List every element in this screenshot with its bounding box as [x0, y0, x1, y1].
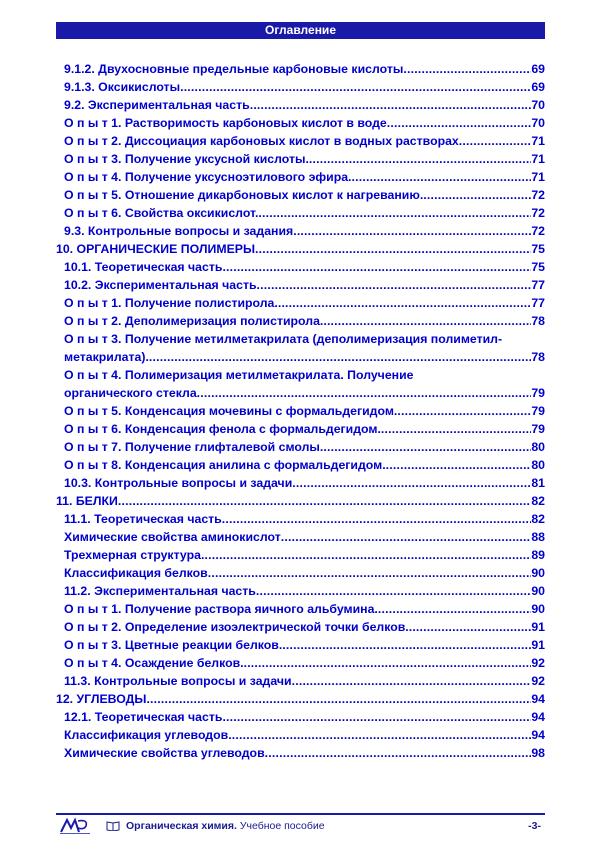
toc-leader-dots: [265, 744, 532, 762]
toc-entry-text: 9.3. Контрольные вопросы и задания: [64, 224, 294, 238]
toc-leader-dots: [180, 78, 531, 96]
toc-leader-dots: [459, 132, 532, 150]
toc-entry-text: О п ы т 2. Диссоциация карбоновых кислот в водных растворах: [64, 134, 459, 148]
toc-leader-dots: [292, 474, 531, 492]
toc-page-number: 70: [531, 98, 545, 112]
toc-leader-dots: [378, 600, 531, 618]
toc-page-number: 80: [531, 440, 545, 454]
toc-entry[interactable]: [56, 636, 545, 654]
toc-leader-dots: [292, 672, 532, 690]
toc-entry[interactable]: [56, 492, 545, 510]
toc-entry[interactable]: [56, 60, 545, 78]
toc-entry[interactable]: [56, 510, 545, 528]
toc-entry[interactable]: [56, 600, 545, 618]
toc-leader-dots: [278, 294, 531, 312]
toc-entry[interactable]: [56, 366, 545, 402]
toc-entry[interactable]: [56, 312, 545, 330]
toc-leader-dots: [222, 258, 531, 276]
toc-leader-dots: [323, 312, 531, 330]
toc-entry-text: 12. УГЛЕВОДЫ: [56, 692, 147, 706]
toc-leader-dots: [386, 456, 532, 474]
toc-leader-dots: [351, 168, 531, 186]
toc-entry-text: Трехмерная структура: [64, 548, 201, 562]
toc-entry-text: 11.1. Теоретическая часть: [64, 512, 222, 526]
page-header-bar: [56, 22, 545, 39]
toc-entry[interactable]: [56, 528, 545, 546]
toc-page-number: 82: [531, 494, 545, 508]
toc-leader-dots: [403, 60, 531, 78]
toc-page-number: 94: [531, 728, 545, 742]
toc-entry-text: 10. ОРГАНИЧЕСКИЕ ПОЛИМЕРЫ: [56, 242, 256, 256]
toc-page-number: 89: [531, 548, 545, 562]
toc-leader-dots: [250, 96, 532, 114]
toc-entry-text: 11.2. Экспериментальная часть: [64, 584, 256, 598]
toc-entry[interactable]: [56, 114, 545, 132]
toc-leader-dots: [282, 636, 531, 654]
toc-leader-dots: [293, 222, 531, 240]
toc-entry[interactable]: [56, 168, 545, 186]
toc-entry-text: 11. БЕЛКИ: [56, 494, 118, 508]
toc-page-number: 72: [531, 206, 545, 220]
toc-entry-text: Классификация углеводов: [64, 728, 229, 742]
toc-entry[interactable]: [56, 708, 545, 726]
toc-page-number: 77: [531, 278, 545, 292]
toc-leader-dots: [381, 420, 531, 438]
toc-entry-text: О п ы т 6. Конденсация фенола с формальдегидом.: [64, 422, 381, 436]
toc-leader-dots: [255, 240, 531, 258]
toc-page-number: 78: [531, 350, 545, 364]
toc-page-number: 72: [531, 224, 545, 238]
toc-leader-dots: [201, 546, 531, 564]
toc-page-number: 90: [531, 584, 545, 598]
toc-page-number: 75: [531, 242, 545, 256]
toc-leader-dots: [146, 690, 531, 708]
toc-entry[interactable]: [56, 330, 545, 366]
publisher-logo-icon: [58, 817, 92, 835]
toc-leader-dots: [222, 510, 532, 528]
toc-page-number: 91: [531, 638, 545, 652]
toc-leader-dots: [323, 438, 531, 456]
toc-entry-text: О п ы т 6. Свойства оксикислот.: [64, 206, 259, 220]
toc-leader-dots: [281, 528, 532, 546]
toc-entry[interactable]: [56, 240, 545, 258]
toc-entry-text-continued: органического стекла: [64, 386, 197, 400]
book-icon: [106, 820, 120, 831]
toc-leader-dots: [149, 348, 531, 366]
toc-entry-text: 11.3. Контрольные вопросы и задачи: [64, 674, 292, 688]
toc-entry-text: О п ы т 4. Получение уксусноэтилового эфира.: [64, 170, 352, 184]
page-number: -3-: [528, 820, 541, 832]
toc-entry[interactable]: [56, 564, 545, 582]
toc-leader-dots: [118, 492, 531, 510]
toc-entry[interactable]: [56, 132, 545, 150]
toc-page-number: 77: [531, 296, 545, 310]
footer-divider: [56, 813, 545, 815]
toc-page-number: 71: [531, 152, 545, 166]
toc-entry-text: 10.3. Контрольные вопросы и задачи: [64, 476, 293, 490]
toc-page-number: 69: [531, 62, 545, 76]
toc-entry-text: О п ы т 1. Растворимость карбоновых кислот в воде: [64, 116, 387, 130]
toc-leader-dots: [222, 708, 531, 726]
toc-entry[interactable]: [56, 96, 545, 114]
toc-entry-text: О п ы т 1. Получение полистирола.: [64, 296, 278, 310]
toc-entry[interactable]: [56, 222, 545, 240]
toc-page-number: 75: [531, 260, 545, 274]
toc-leader-dots: [309, 150, 531, 168]
toc-entry[interactable]: [56, 204, 545, 222]
toc-page-number: 90: [531, 602, 545, 616]
toc-page-number: 80: [531, 458, 545, 472]
toc-entry-text: О п ы т 5. Конденсация мочевины с формальдегидом.: [64, 404, 398, 418]
toc-entry-text: О п ы т 3. Цветные реакции белков.: [64, 638, 283, 652]
toc-entry[interactable]: [56, 582, 545, 600]
toc-entry-text: О п ы т 5. Отношение дикарбоновых кислот к нагреванию.: [64, 188, 424, 202]
toc-leader-dots: [387, 114, 532, 132]
toc-page-number: 90: [531, 566, 545, 580]
toc-entry[interactable]: [56, 276, 545, 294]
toc-leader-dots: [258, 204, 531, 222]
toc-page-number: 79: [531, 422, 545, 436]
toc-entry[interactable]: [56, 672, 545, 690]
toc-entry[interactable]: [56, 690, 545, 708]
toc-entry[interactable]: [56, 420, 545, 438]
toc-page-number: 92: [531, 674, 545, 688]
toc-entry-text: Классификация белков: [64, 566, 208, 580]
toc-leader-dots: [409, 618, 532, 636]
toc-entry[interactable]: [56, 294, 545, 312]
toc-page-number: 92: [531, 656, 545, 670]
toc-entry-text-continued: метакрилата).: [64, 350, 149, 364]
toc-page-number: 79: [531, 404, 545, 418]
toc-entry[interactable]: [56, 546, 545, 564]
toc-entry-text: 9.1.3. Оксикислоты: [64, 80, 181, 94]
toc-entry-text: 12.1. Теоретическая часть: [64, 710, 223, 724]
toc-page-number: 82: [531, 512, 545, 526]
toc-page-number: 88: [531, 530, 545, 544]
toc-leader-dots: [397, 402, 531, 420]
toc-entry[interactable]: [56, 726, 545, 744]
toc-leader-dots: [197, 384, 532, 402]
toc-entry[interactable]: [56, 186, 545, 204]
toc-entry-text: О п ы т 4. Полимеризация метилметакрилата. Получение: [64, 368, 414, 382]
toc-entry-text: Химические свойства аминокислот: [64, 530, 281, 544]
toc-entry[interactable]: [56, 78, 545, 96]
toc-page-number: 78: [531, 314, 545, 328]
header-title: Оглавление: [265, 23, 336, 37]
toc-entry-text: О п ы т 1. Получение раствора яичного альбумина.: [64, 602, 378, 616]
toc-entry-text: О п ы т 8. Конденсация анилина с формальдегидом.: [64, 458, 386, 472]
toc-entry-text: 10.2. Экспериментальная часть: [64, 278, 257, 292]
toc-entry-text: Химические свойства углеводов: [64, 746, 265, 760]
toc-entry-text: 9.2. Экспериментальная часть: [64, 98, 250, 112]
toc-leader-dots: [228, 726, 531, 744]
toc-page-number: 98: [531, 746, 545, 760]
toc-entry-text: О п ы т 2. Деполимеризация полистирола.: [64, 314, 324, 328]
toc-entry-text: О п ы т 3. Получение уксусной кислоты.: [64, 152, 309, 166]
toc-entry-text: О п ы т 2. Определение изоэлектрической точки белков.: [64, 620, 409, 634]
toc-page-number: 91: [531, 620, 545, 634]
toc-leader-dots: [423, 186, 531, 204]
toc-entry-text: О п ы т 4. Осаждение белков.: [64, 656, 244, 670]
toc-page-number: 69: [531, 80, 545, 94]
toc-entry[interactable]: [56, 474, 545, 492]
toc-page-number: 94: [531, 710, 545, 724]
toc-leader-dots: [257, 276, 532, 294]
toc-page-number: 71: [531, 170, 545, 184]
toc-entry[interactable]: [56, 456, 545, 474]
toc-entry[interactable]: [56, 402, 545, 420]
footer-book-title: Органическая химия. Учебное пособие: [126, 820, 325, 832]
toc-entry[interactable]: [56, 618, 545, 636]
toc-entry-text: О п ы т 7. Получение глифталевой смолы.: [64, 440, 324, 454]
toc-page-number: 79: [531, 386, 545, 400]
toc-page-number: 81: [531, 476, 545, 490]
toc-entry[interactable]: [56, 150, 545, 168]
page-footer: [56, 817, 545, 837]
toc-entry[interactable]: [56, 744, 545, 762]
toc-entry[interactable]: [56, 438, 545, 456]
toc-entry[interactable]: [56, 654, 545, 672]
toc-leader-dots: [256, 582, 531, 600]
toc-entry-text: 9.1.2. Двухосновные предельные карбоновые кислоты: [64, 62, 404, 76]
toc-entry[interactable]: [56, 258, 545, 276]
toc-page-number: 71: [531, 134, 545, 148]
toc-entry-text: О п ы т 3. Получение метилметакрилата (деполимеризация полиметил-: [64, 332, 503, 346]
table-of-contents: [56, 60, 545, 762]
toc-page-number: 70: [531, 116, 545, 130]
toc-leader-dots: [244, 654, 532, 672]
toc-page-number: 94: [531, 692, 545, 706]
toc-page-number: 72: [531, 188, 545, 202]
toc-entry-text: 10.1. Теоретическая часть: [64, 260, 223, 274]
toc-leader-dots: [208, 564, 532, 582]
